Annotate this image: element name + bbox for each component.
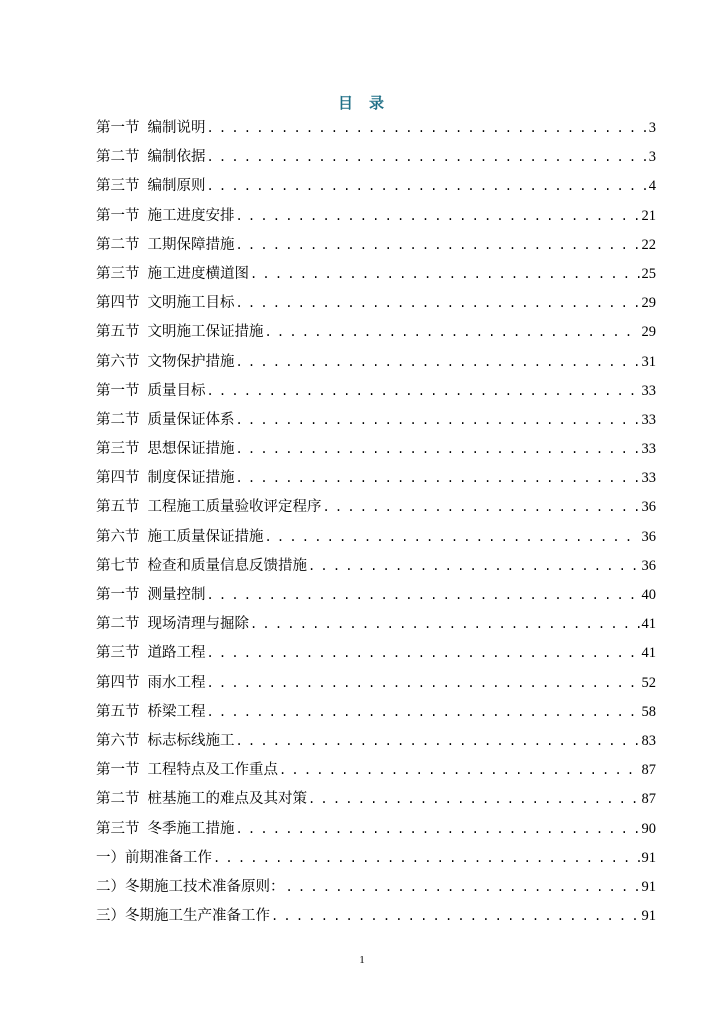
toc-entry[interactable] [96, 172, 656, 201]
toc-entry[interactable] [96, 815, 656, 844]
toc-page-number: 22 [641, 236, 656, 253]
toc-entry-title: 测量控制 [147, 587, 206, 603]
toc-section-label: 第一节 [96, 587, 140, 603]
toc-dot-leader [308, 785, 640, 814]
toc-entry[interactable] [96, 756, 656, 785]
toc-section-label: 第五节 [96, 703, 140, 720]
toc-page-number: 31 [641, 353, 656, 370]
toc-page-number: 36 [641, 557, 656, 574]
toc-entry-title: 质量保证体系 [147, 411, 235, 428]
toc-page-number: 33 [641, 411, 656, 428]
toc-page-number: 25 [641, 265, 656, 282]
toc-section-label: 第一节 [96, 207, 140, 224]
toc-page-number: 29 [641, 324, 656, 341]
toc-entry[interactable] [96, 231, 656, 260]
toc-section-label: 第四节 [96, 674, 140, 691]
toc-dot-leader [236, 727, 640, 756]
toc-dot-leader [236, 348, 640, 377]
toc-entry[interactable] [96, 406, 656, 435]
toc-entry-title: 一）前期准备工作 [96, 849, 212, 866]
toc-dot-leader [265, 523, 640, 552]
toc-entry[interactable] [96, 639, 656, 668]
toc-dot-leader [207, 172, 647, 201]
toc-page-number: 87 [641, 762, 656, 779]
toc-entry-title: 桩基施工的难点及其对策 [147, 791, 307, 808]
toc-entry[interactable] [96, 610, 656, 639]
toc-entry-title: 道路工程 [147, 645, 206, 662]
toc-entry[interactable] [96, 114, 656, 143]
toc-page-number: 91 [641, 878, 656, 895]
toc-entry[interactable] [96, 260, 656, 289]
toc-entry[interactable] [96, 785, 656, 814]
toc-page-number: 33 [641, 470, 656, 487]
toc-list [96, 114, 656, 931]
toc-entry-title: 编制原则 [147, 178, 206, 195]
toc-title-right: 录 [369, 94, 387, 112]
toc-section-label: 第二节 [96, 411, 140, 428]
toc-entry[interactable] [96, 318, 656, 347]
toc-entry-title: 检查和质量信息反馈措施 [147, 557, 307, 574]
toc-entry-title: 桥梁工程 [147, 703, 206, 720]
toc-entry[interactable] [96, 873, 656, 902]
toc-entry-title: 施工进度安排 [147, 207, 235, 224]
toc-section-label: 第一节 [96, 382, 140, 399]
toc-page-number: 41 [641, 616, 656, 633]
toc-entry-title: 施工进度横道图 [147, 265, 249, 282]
toc-section-label: 第三节 [96, 265, 140, 282]
toc-page-number: 87 [641, 791, 656, 808]
toc-dot-leader [207, 377, 640, 406]
toc-page-number: 33 [641, 441, 656, 458]
toc-entry-title: 工程特点及工作重点 [147, 762, 278, 779]
toc-entry[interactable] [96, 464, 656, 493]
toc-entry[interactable] [96, 143, 656, 172]
toc-page-number: 29 [641, 295, 656, 312]
toc-dot-leader [265, 318, 640, 347]
toc-entry-title: 雨水工程 [147, 674, 206, 691]
toc-dot-leader [207, 698, 640, 727]
toc-page-number: 52 [641, 674, 656, 691]
toc-section-label: 第六节 [96, 528, 140, 545]
toc-entry-title: 二）冬期施工技术准备原则： [96, 878, 285, 895]
toc-entry[interactable] [96, 552, 656, 581]
page-number: 1 [359, 954, 365, 966]
toc-dot-leader [236, 202, 640, 231]
toc-dot-leader [213, 844, 640, 873]
toc-page-number: 3 [648, 149, 656, 166]
toc-page-number: 3 [648, 120, 656, 136]
toc-page-number: 58 [641, 703, 656, 720]
toc-dot-leader [323, 493, 640, 522]
toc-dot-leader [236, 435, 640, 464]
toc-page-number: 33 [641, 382, 656, 399]
toc-dot-leader [207, 581, 640, 610]
toc-dot-leader [236, 464, 640, 493]
toc-section-label: 第三节 [96, 645, 140, 662]
toc-dot-leader [236, 815, 640, 844]
toc-section-label: 第一节 [96, 762, 140, 779]
toc-page-number: 21 [641, 207, 656, 224]
toc-page-number: 36 [641, 528, 656, 545]
toc-section-label: 第五节 [96, 499, 140, 516]
toc-entry[interactable] [96, 202, 656, 231]
toc-page-number: 91 [641, 908, 656, 925]
toc-page-number: 91 [641, 849, 656, 866]
toc-section-label: 第六节 [96, 732, 140, 749]
toc-page-number: 41 [641, 645, 656, 662]
toc-entry-title: 标志标线施工 [147, 732, 235, 749]
toc-title [0, 92, 724, 113]
toc-dot-leader [250, 260, 640, 289]
toc-page-number: 36 [641, 499, 656, 516]
toc-entry-title: 编制依据 [147, 149, 206, 166]
toc-entry-title: 冬季施工措施 [147, 820, 235, 837]
toc-dot-leader [236, 231, 640, 260]
toc-section-label: 第三节 [96, 820, 140, 837]
toc-entry-title: 工程施工质量验收评定程序 [147, 499, 322, 516]
toc-section-label: 第一节 [96, 120, 140, 136]
toc-entry[interactable] [96, 698, 656, 727]
toc-title-left: 目 [337, 94, 355, 112]
toc-dot-leader [207, 143, 647, 172]
toc-page-number: 40 [641, 587, 656, 603]
toc-entry[interactable] [96, 727, 656, 756]
toc-section-label: 第四节 [96, 295, 140, 312]
toc-dot-leader [250, 610, 640, 639]
toc-entry-title: 施工质量保证措施 [147, 528, 264, 545]
toc-section-label: 第五节 [96, 324, 140, 341]
toc-entry-title: 三）冬期施工生产准备工作 [96, 908, 270, 925]
toc-entry-title: 文明施工保证措施 [147, 324, 264, 341]
toc-entry-title: 工期保障措施 [147, 236, 235, 253]
toc-dot-leader [207, 114, 647, 143]
toc-dot-leader [308, 552, 640, 581]
toc-dot-leader [271, 902, 640, 931]
toc-entry-title: 质量目标 [147, 382, 206, 399]
toc-entry[interactable] [96, 844, 656, 873]
toc-entry-title: 编制说明 [147, 120, 206, 136]
toc-entry[interactable] [96, 377, 656, 406]
toc-entry[interactable] [96, 493, 656, 522]
toc-section-label: 第七节 [96, 557, 140, 574]
toc-entry[interactable] [96, 348, 656, 377]
toc-entry-title: 文物保护措施 [147, 353, 235, 370]
toc-entry-title: 思想保证措施 [147, 441, 235, 458]
toc-entry-title: 现场清理与掘除 [147, 616, 249, 633]
toc-section-label: 第二节 [96, 236, 140, 253]
toc-entry[interactable] [96, 435, 656, 464]
toc-dot-leader [286, 873, 640, 902]
toc-entry[interactable] [96, 581, 656, 610]
toc-entry[interactable] [96, 289, 656, 318]
toc-page-number: 83 [641, 732, 656, 749]
toc-entry[interactable] [96, 669, 656, 698]
toc-dot-leader [279, 756, 640, 785]
toc-entry[interactable] [96, 902, 656, 931]
toc-section-label: 第六节 [96, 353, 140, 370]
toc-entry-title: 文明施工目标 [147, 295, 235, 312]
toc-section-label: 第三节 [96, 178, 140, 195]
toc-section-label: 第二节 [96, 149, 140, 166]
toc-section-label: 第三节 [96, 441, 140, 458]
toc-section-label: 第二节 [96, 791, 140, 808]
toc-page-number: 4 [648, 178, 656, 195]
toc-dot-leader [236, 289, 640, 318]
toc-entry[interactable] [96, 523, 656, 552]
toc-dot-leader [207, 669, 640, 698]
toc-dot-leader [207, 639, 640, 668]
toc-section-label: 第二节 [96, 616, 140, 633]
toc-section-label: 第四节 [96, 470, 140, 487]
toc-entry-title: 制度保证措施 [147, 470, 235, 487]
toc-page-number: 90 [641, 820, 656, 837]
toc-dot-leader [236, 406, 640, 435]
